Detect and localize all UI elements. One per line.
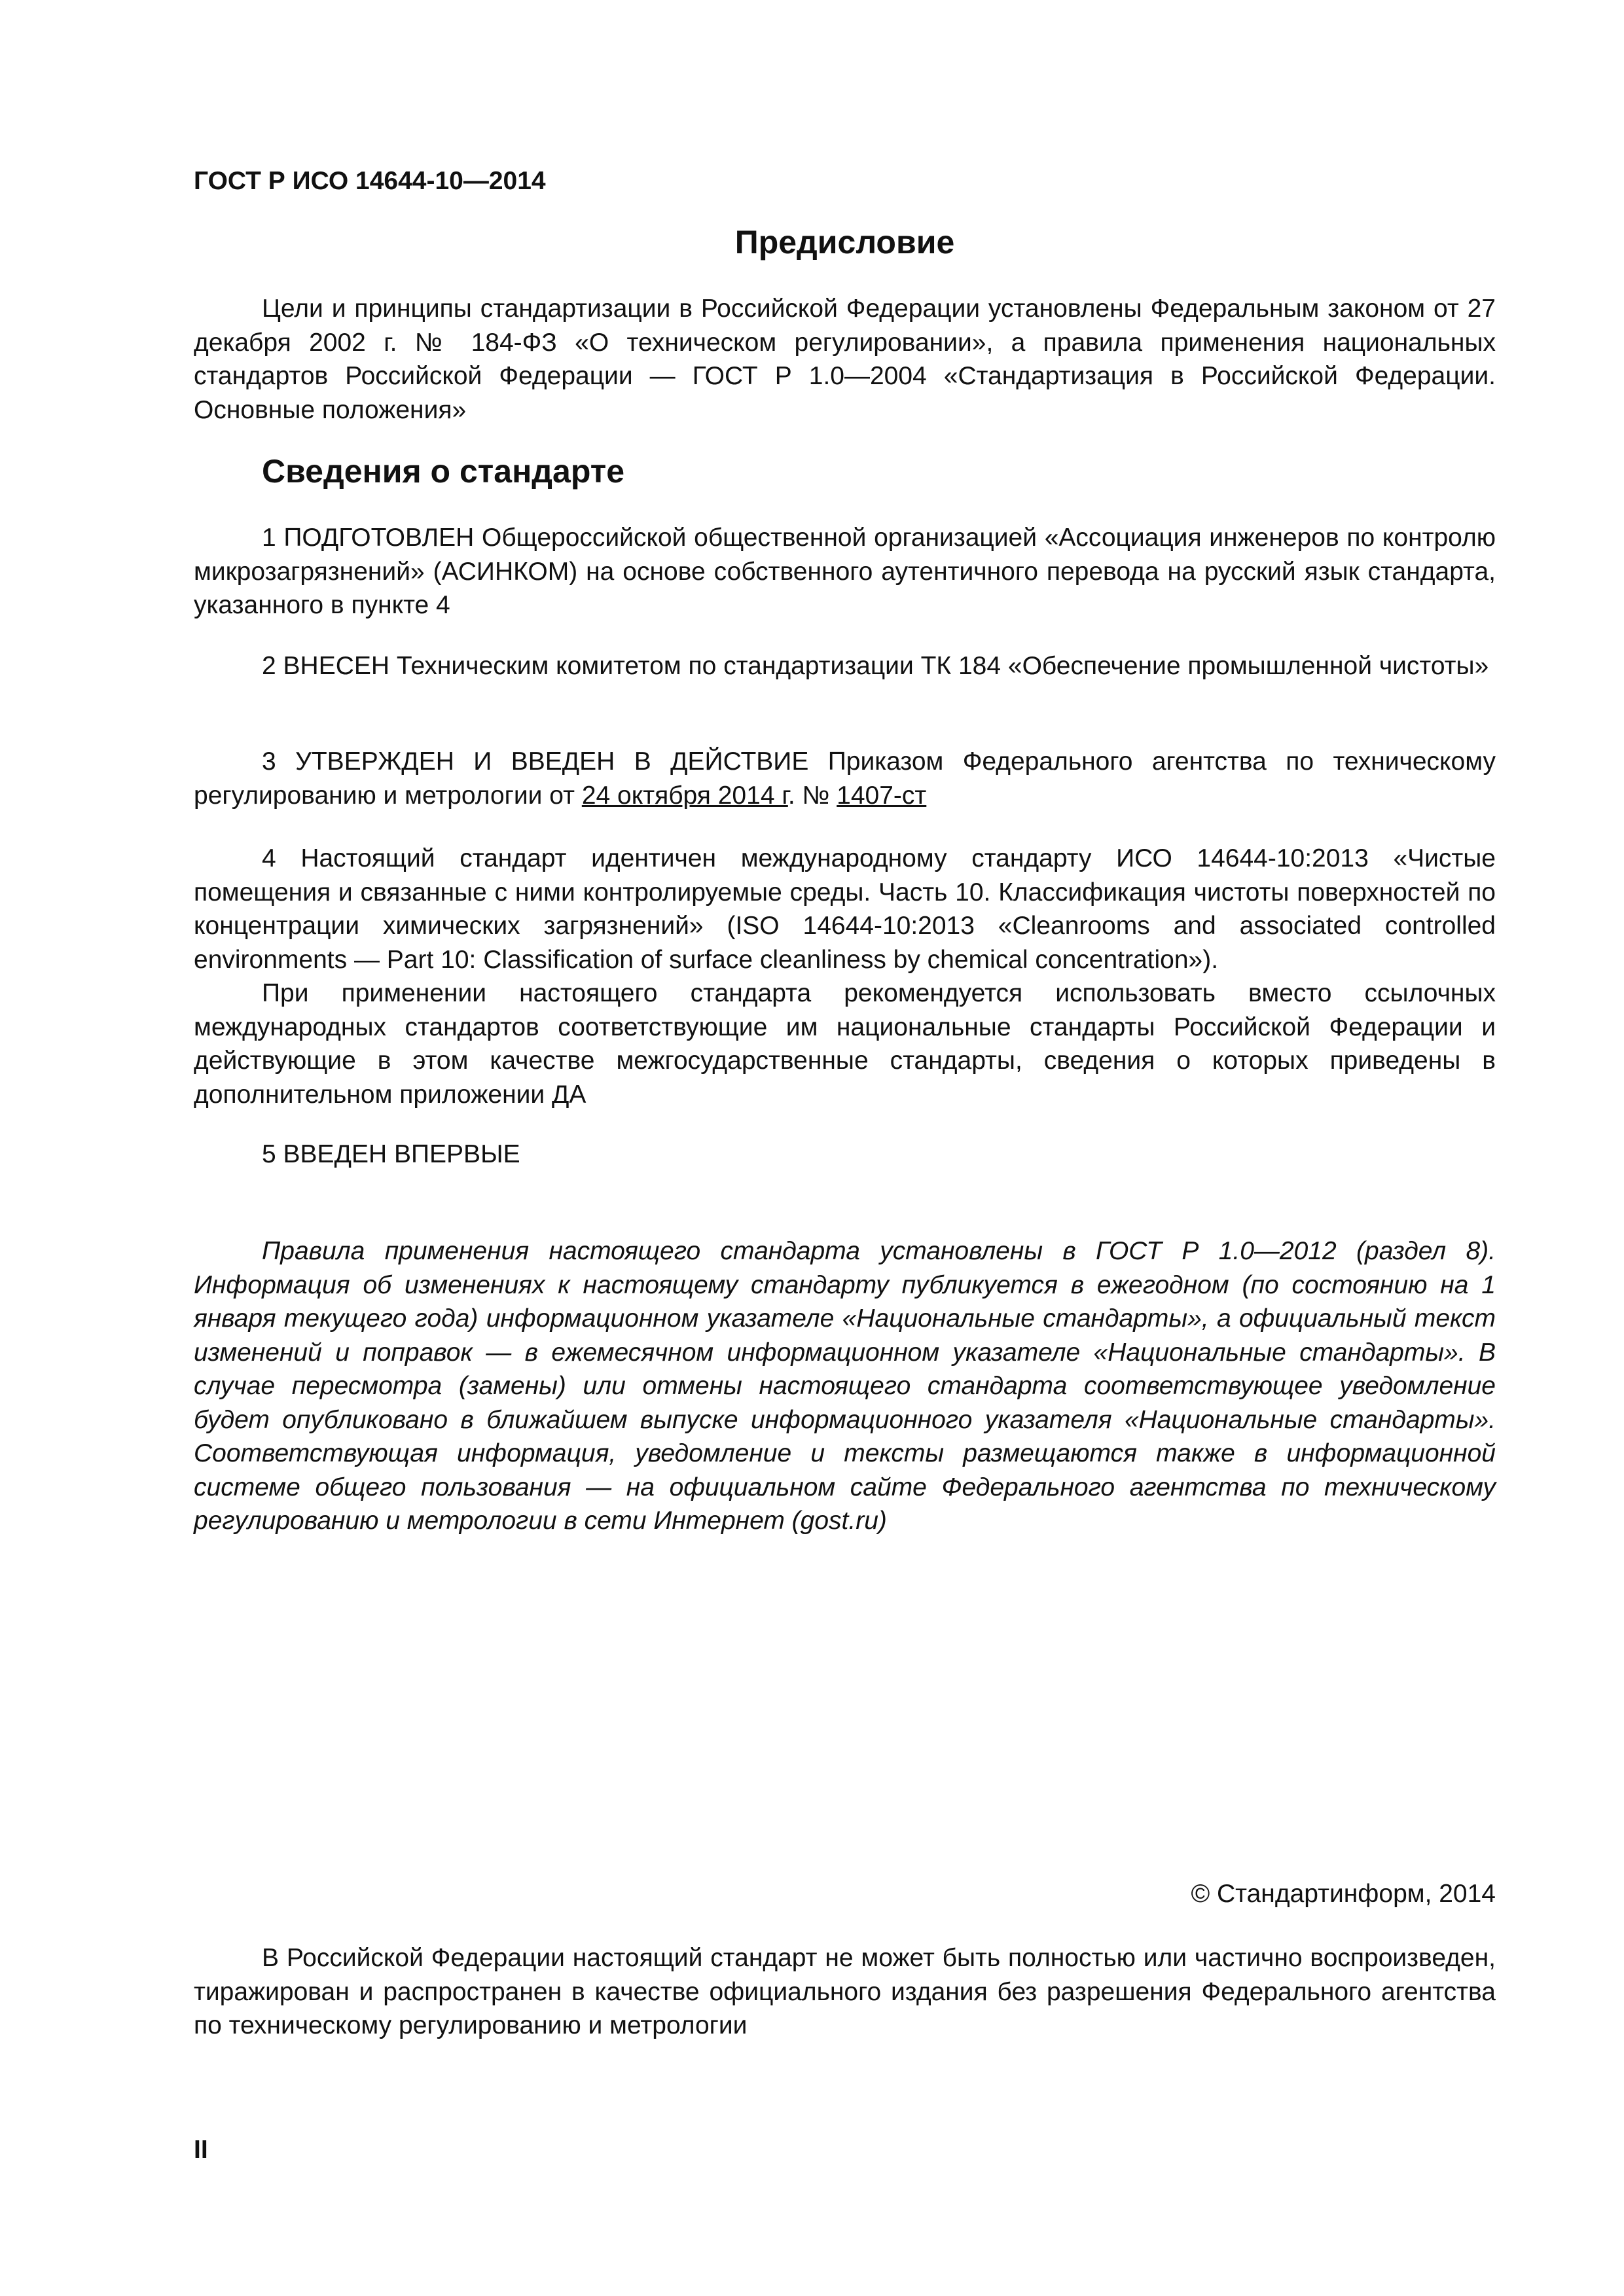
item-5-paragraph: 5 ВВЕДЕН ВПЕРВЫЕ	[262, 1140, 520, 1168]
rules-notice-section	[194, 1234, 1496, 1538]
copyright-line: © Стандартинформ, 2014	[1191, 1880, 1496, 1908]
foreword-heading: Предисловие	[734, 224, 955, 260]
standard-info-item-5	[194, 1138, 1496, 1172]
item-1-paragraph: 1 ПОДГОТОВЛЕН Общероссийской общественной организацией «Ассоциация инженеров по контролю микрозагрязнений» (АСИНКОМ) на основе собственного аутентичного перевода на русский язык стандарта, указанного в пункте 4	[194, 524, 1496, 619]
standard-info-item-2	[194, 649, 1496, 683]
standard-info-heading: Сведения о стандарте	[262, 453, 625, 490]
item-2-paragraph: 2 ВНЕСЕН Техническим комитетом по стандартизации ТК 184 «Обеспечение промышленной чистоты»	[262, 652, 1489, 680]
reproduction-notice-paragraph: В Российской Федерации настоящий стандарт не может быть полностью или частично воспроизведен, тиражирован и распространен в качестве официального издания без разрешения Федерального агентства по техническому регулированию и метрологии	[194, 1944, 1496, 2039]
standard-info-item-3	[194, 745, 1496, 812]
rules-notice-paragraph: Правила применения настоящего стандарта установлены в ГОСТ Р 1.0—2012 (раздел 8). Информация об изменениях к настоящему стандарту публикуется в ежегодном (по состоянию на 1 января текущего года) информационном указателе «Национальные стандарты», а официальный текст изменений и поправок — в ежемесячном информационном указателе «Национальные стандарты». В случае пересмотра (замены) или отмены настоящего стандарта соответствующее уведомление будет опубликовано в ближайшем выпуске информационного указателя «Национальные стандарты». Соответствующая информация, уведомление и тексты размещаются также в информационной системе общего пользования — на официальном сайте Федерального агентства по техническому регулированию и метрологии в сети Интернет (gost.ru)	[194, 1237, 1496, 1535]
page-number: II	[194, 2136, 208, 2164]
standard-identifier: ГОСТ Р ИСО 14644-10—2014	[194, 167, 546, 195]
approval-date: 24 октября 2014 г	[581, 781, 788, 810]
item-3-prefix: 3 УТВЕРЖДЕН И ВВЕДЕН В ДЕЙСТВИЕ Приказом Федерального агентства по техническому регулированию и метрологии от	[194, 747, 1496, 810]
foreword-section	[194, 292, 1496, 427]
item-3-middle: . №	[787, 781, 837, 810]
standard-info-item-4	[194, 842, 1496, 1111]
item-4-note-paragraph: При применении настоящего стандарта рекомендуется использовать вместо ссылочных международных стандартов соответствующие им национальные стандарты Российской Федерации и действующие в этом качестве межгосударственные стандарты, сведения о которых приведены в дополнительном приложении ДА	[194, 979, 1496, 1109]
item-4-paragraph: 4 Настоящий стандарт идентичен международному стандарту ИСО 14644-10:2013 «Чистые помещения и связанные с ними контролируемые среды. Часть 10. Классификация чистоты поверхностей по концентрации химических загрязнений» (ISO 14644-10:2013 «Cleanrooms and associated controlled environments — Part 10: Classification of surface cleanliness by chemical concentration»).	[194, 844, 1496, 974]
standard-info-item-1	[194, 521, 1496, 622]
item-3-paragraph	[194, 745, 1496, 812]
foreword-paragraph: Цели и принципы стандартизации в Российской Федерации установлены Федеральным законом от 27 декабря 2002 г. № 184-ФЗ «О техническом регулировании», а правила применения национальных стандартов Российской Федерации — ГОСТ Р 1.0—2004 «Стандартизация в Российской Федерации. Основные положения»	[194, 295, 1496, 424]
order-number: 1407-ст	[837, 781, 927, 810]
reproduction-notice-section	[194, 1941, 1496, 2043]
